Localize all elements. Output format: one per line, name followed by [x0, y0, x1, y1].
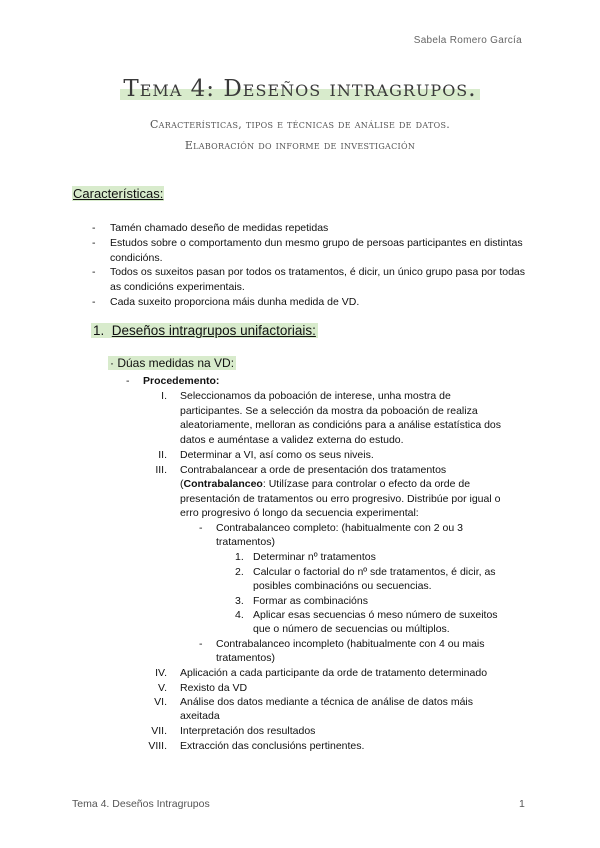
contrabalanceo-definition: (Contrabalanceo: Utilízase para controlar o efecto da orde de — [180, 478, 471, 490]
step-text: erro progresivo ó longo da secuencia experimental: — [180, 507, 419, 519]
step-text: Aplicación a cada participante da orde de tratamento determinado — [180, 667, 488, 679]
step-number: III. — [155, 464, 167, 476]
section-heading-unifactoriais — [91, 323, 318, 338]
sub-dash: - — [199, 522, 203, 534]
bullet-item: - Cada suxeito proporciona máis dunha medida de VD. — [92, 296, 360, 308]
incomplete-text: tratamentos) — [216, 652, 275, 664]
section-title: Deseños intragrupos unifactoriais: — [111, 323, 316, 338]
step-number: IV. — [155, 667, 167, 679]
sub-dash: - — [199, 638, 203, 650]
page-title — [120, 76, 479, 102]
step-number: II. — [158, 449, 167, 461]
substep-text: posibles combinacións ou secuencias. — [253, 580, 432, 592]
step-number: VI. — [154, 696, 167, 708]
page-title-text: Tema 4: Deseños intragrupos. — [123, 76, 477, 102]
page-number: 1 — [519, 798, 525, 810]
bullet-item: - Todos os suxeitos pasan por todos os tratamentos, é dicir, un único grupo pasa por todas as condicións experimentais. — [92, 266, 526, 293]
step-number: VIII. — [148, 740, 167, 752]
step-text: Determinar a VI, así como os seus niveis. — [180, 449, 374, 461]
section-heading-caracteristicas: Características: — [73, 186, 164, 201]
step-text: Rexisto da VD — [180, 682, 248, 694]
procedure-label: Procedemento: — [143, 375, 220, 387]
step-text: Análise dos datos mediante a técnica de análise de datos máis — [180, 696, 474, 708]
step-text: axeitada — [180, 710, 220, 722]
complete-text: tratamentos) — [216, 536, 275, 548]
step-text: Contrabalancear a orde de presentación dos tratamentos — [180, 464, 447, 476]
subtitle-2: Elaboración do informe de investigación — [184, 139, 416, 152]
step-text: aleatoriamente, melloran as condicións para a análise estatística dos — [180, 419, 502, 431]
bullet-item: - Tamén chamado deseño de medidas repetidas — [92, 222, 329, 234]
substep-number: 1. — [235, 551, 244, 563]
substep-text: Determinar nº tratamentos — [253, 551, 376, 563]
step-text: datos e auméntase a validez externa do estudo. — [180, 434, 404, 446]
step-text: Extracción das conclusións pertinentes. — [180, 740, 365, 752]
procedure-dash: - — [126, 375, 130, 387]
title-block — [0, 76, 600, 102]
step-number: VII. — [151, 725, 167, 737]
incomplete-text: Contrabalanceo incompleto (habitualmente con 4 ou mais — [216, 638, 485, 650]
substep-text: Aplicar esas secuencias ó meso número de suxeitos — [253, 609, 498, 621]
substep-number: 3. — [235, 595, 244, 607]
footer-title: Tema 4. Deseños Intragrupos — [72, 798, 210, 810]
step-text: participantes. Se a selección da mostra da poboación de realiza — [180, 405, 478, 417]
step-number: V. — [158, 682, 167, 694]
substep-number: 4. — [235, 609, 244, 621]
substep-text: que o número de secuencias ou múltiplos. — [253, 623, 450, 635]
section-number: 1. — [93, 323, 105, 338]
bullet-item: - Estudos sobre o comportamento dun mesmo grupo de persoas participantes en distintas condicións. — [92, 237, 523, 264]
substep-text: Calcular o factorial do nº sde tratamentos, é dicir, as — [253, 566, 496, 578]
contrabalanceo-term: Contrabalanceo — [183, 478, 263, 490]
subsection-heading: · Dúas medidas na VD: — [110, 356, 235, 370]
substep-text: Formar as combinacións — [253, 595, 368, 607]
author-name: Sabela Romero García — [413, 35, 522, 46]
substep-number: 2. — [235, 566, 244, 578]
complete-text: Contrabalanceo completo: (habitualmente con 2 ou 3 — [216, 522, 463, 534]
step-text: Interpretación dos resultados — [180, 725, 316, 737]
step-text: presentación de tratamentos ou erro progresivo. Distribúe por igual o — [180, 493, 501, 505]
step-number: I. — [161, 390, 167, 402]
subtitle-1: Características, tipos e técnicas de análise de datos. — [149, 118, 451, 131]
step-text: Seleccionamos da poboación de interese, unha mostra de — [180, 390, 451, 402]
